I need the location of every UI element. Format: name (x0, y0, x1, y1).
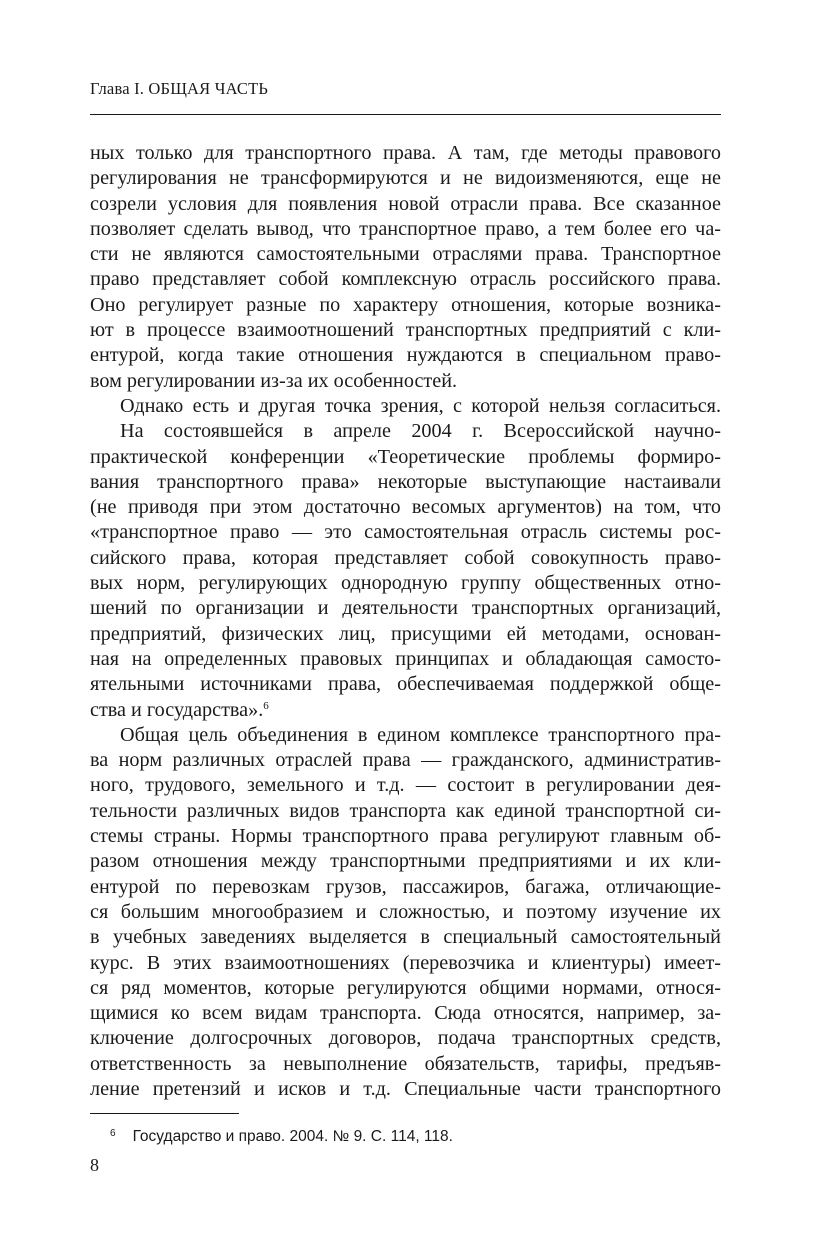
header-rule (90, 114, 721, 115)
footnote (110, 1128, 453, 1146)
text-line: стемы страны. Нормы транспортного права регулируют главным об- (90, 825, 721, 848)
text-line: вых норм, регулирующих однородную группу общественных отно- (90, 572, 721, 595)
text-line: созрели условия для появления новой отрасли права. Все сказанное (90, 192, 721, 215)
text-line: щимися ко всем видам транспорта. Сюда относятся, например, за- (90, 1002, 721, 1025)
footnote-text: Государство и право. 2004. № 9. С. 114, 118. (132, 1128, 453, 1145)
text-line: Однако есть и другая точка зрения, с которой нельзя согласиться. (120, 394, 721, 417)
text-line: право представляет собой комплексную отрасль российского права. (90, 268, 721, 291)
text-line-content: ства и государства». (90, 698, 264, 721)
text-line: ного, трудового, земельного и т.д. — состоит в регулировании дея- (90, 774, 721, 797)
text-line: «транспортное право — это самостоятельная отрасль системы рос- (90, 521, 721, 544)
paragraph (90, 419, 721, 723)
text-line: позволяет сделать вывод, что транспортное право, а тем более его ча- (90, 217, 721, 240)
text-line: сийского права, которая представляет собой совокупность право- (90, 546, 721, 569)
text-line: сти не являются самостоятельными отраслями права. Транспортное (90, 243, 721, 266)
text-line: Общая цель объединения в едином комплексе транспортного пра- (120, 723, 721, 746)
text-line: практической конференции «Теоретические проблемы формиро- (90, 445, 721, 468)
text-line: ют в процессе взаимоотношений транспортных предприятий с кли- (90, 319, 721, 342)
text-line: ответственность за невыполнение обязательств, тарифы, предъяв- (90, 1052, 721, 1075)
text-line: ва норм различных отраслей права — гражданского, административ- (90, 749, 721, 772)
body-text (90, 141, 721, 1102)
text-line: ных только для транспортного права. А там, где методы правового (90, 142, 721, 164)
text-line: вания транспортного права» некоторые выступающие настаивали (90, 470, 721, 493)
text-line: ентурой по перевозкам грузов, пассажиров, багажа, отличающие- (90, 875, 721, 898)
page-number: 8 (90, 1155, 99, 1175)
text-line: курс. В этих взаимоотношениях (перевозчика и клиентуры) имеет- (90, 951, 721, 974)
text-line: регулирования не трансформируются и не видоизменяются, еще не (90, 167, 721, 190)
text-line: ключение долгосрочных договоров, подача транспортных средств, (90, 1027, 721, 1050)
footnote-reference: 6 (263, 699, 269, 712)
text-line: шений по организации и деятельности транспортных организаций, (90, 597, 721, 620)
text-line: (не приводя при этом достаточно весомых аргументов) на том, что (90, 496, 721, 519)
text-line (90, 698, 721, 723)
text-line: ление претензий и исков и т.д. Специальные части транспортного (90, 1077, 721, 1100)
text-line: ная на определенных правовых принципах и обладающая самосто- (90, 647, 721, 670)
text-line: ятельными источниками права, обеспечиваемая поддержкой обще- (90, 673, 721, 696)
text-line: ся большим многообразием и сложностью, и поэтому изучение их (90, 900, 721, 923)
text-line: в учебных заведениях выделяется в специальный самостоятельный (90, 926, 721, 949)
paragraph (90, 141, 721, 394)
paragraph (90, 394, 721, 419)
running-header: Глава I. ОБЩАЯ ЧАСТЬ (90, 79, 269, 98)
text-line: Оно регулирует разные по характеру отношения, которые возника- (90, 293, 721, 316)
text-line: предприятий, физических лиц, присущими ей методами, основан- (90, 622, 721, 645)
text-line: На состоявшейся в апреле 2004 г. Всероссийской научно- (120, 420, 721, 443)
footnote-rule (90, 1113, 239, 1114)
text-line: разом отношения между транспортными предприятиями и их кли- (90, 850, 721, 873)
footnote-mark: 6 (110, 1128, 116, 1139)
text-line: тельности различных видов транспорта как единой транспортной си- (90, 799, 721, 822)
paragraph (90, 723, 721, 1102)
text-line: ся ряд моментов, которые регулируются общими нормами, относя- (90, 976, 721, 999)
text-line: ентурой, когда такие отношения нуждаются в специальном право- (90, 344, 721, 367)
text-line: вом регулировании из-за их особенностей. (90, 369, 458, 392)
